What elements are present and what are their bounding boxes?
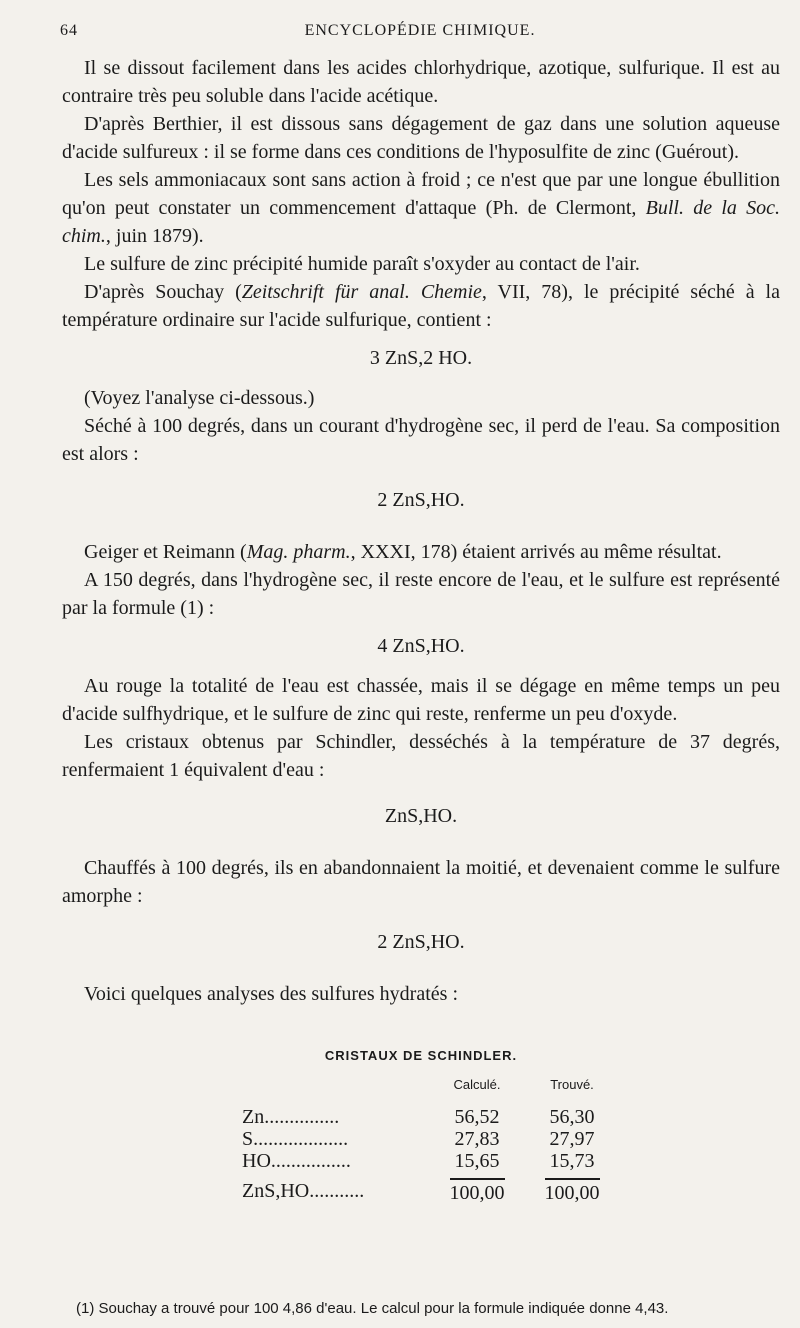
paragraph (62, 278, 780, 334)
value-trouve: 27,97 (549, 1128, 595, 1150)
text-span: Les sels ammoniacaux sont sans action à froid ; ce n'est que par une longue ébullition qu'on peut constater un commencement d'attaque (Ph. de Clermont, (62, 169, 780, 219)
analysis-table-block (62, 1048, 780, 1204)
text-span: , VII, 78), le précipité séché à la température ordinaire sur l'acide sulfurique, contient : (62, 281, 780, 331)
table-total-row (242, 1172, 617, 1204)
text-span: , juin 1879). (105, 225, 204, 247)
row-label: Zn............... (242, 1106, 340, 1128)
paragraph: Chauffés à 100 degrés, ils en abandonnaient la moitié, et devenaient comme le sulfure amorphe : (62, 857, 780, 907)
journal-reference: Mag. pharm. (246, 541, 351, 563)
total-trouve: 100,00 (545, 1178, 600, 1204)
analysis-table (242, 1077, 617, 1204)
paragraph: Le sulfure de zinc précipité humide paraît s'oxyder au contact de l'air. (84, 253, 640, 275)
total-calcule-cell (427, 1172, 527, 1204)
row-label: HO................ (242, 1150, 351, 1172)
formula: 2 ZnS,HO. (377, 489, 465, 511)
value-trouve: 56,30 (549, 1106, 595, 1128)
paragraph: Séché à 100 degrés, dans un courant d'hydrogène sec, il perd de l'eau. Sa composition est alors : (62, 415, 780, 465)
table-header-row (242, 1077, 617, 1106)
column-header-calcule: Calculé. (453, 1077, 501, 1092)
formula: 3 ZnS,2 HO. (369, 347, 473, 369)
formula: ZnS,HO. (384, 805, 458, 827)
running-header (60, 22, 780, 48)
formula: 4 ZnS,HO. (377, 635, 465, 657)
total-label: ZnS,HO........... (242, 1180, 365, 1202)
paragraph: Il se dissout facilement dans les acides chlorhydrique, azotique, sulfurique. Il est au contraire très peu soluble dans l'acide acétique. (62, 57, 780, 107)
page-number: 64 (60, 22, 78, 39)
journal-reference: Bull. de la Soc. chim. (62, 197, 781, 247)
column-header-trouve: Trouvé. (550, 1077, 594, 1092)
value-calcule: 56,52 (454, 1106, 500, 1128)
table-row (242, 1128, 617, 1150)
running-title: ENCYCLOPÉDIE CHIMIQUE. (304, 22, 536, 39)
text-span: D'après Souchay ( (84, 281, 242, 303)
paragraph: D'après Berthier, il est dissous sans dégagement de gaz dans une solution aqueuse d'acide sulfureux : il se forme dans ces conditions de l'hyposulfite de zinc (Guérout). (62, 113, 780, 163)
text-span: , XXXI, 178) étaient arrivés au même résultat. (350, 541, 722, 563)
table-row (242, 1106, 617, 1128)
formula: 2 ZnS,HO. (377, 931, 465, 953)
paragraph: Voici quelques analyses des sulfures hydratés : (84, 983, 458, 1005)
journal-reference: Zeitschrift für anal. Chemie (241, 281, 482, 303)
value-calcule: 15,65 (454, 1150, 500, 1172)
paragraph: Les cristaux obtenus par Schindler, desséchés à la température de 37 degrés, renfermaient 1 équivalent d'eau : (62, 731, 780, 781)
footnote: (1) Souchay a trouvé pour 100 4,86 d'eau. Le calcul pour la formule indiquée donne 4,43. (76, 1300, 669, 1317)
paragraph (62, 166, 780, 250)
total-calcule: 100,00 (450, 1178, 505, 1204)
paragraph: Au rouge la totalité de l'eau est chassée, mais il se dégage en même temps un peu d'acide sulfhydrique, et le sulfure de zinc qui reste, renferme un peu d'oxyde. (62, 675, 780, 725)
value-calcule: 27,83 (454, 1128, 500, 1150)
table-title: CRISTAUX DE SCHINDLER. (324, 1048, 518, 1063)
body-text (62, 54, 780, 1008)
row-label: S................... (242, 1128, 349, 1150)
value-trouve: 15,73 (549, 1150, 595, 1172)
table-row (242, 1150, 617, 1172)
header-spacer (242, 1077, 427, 1106)
text-span: Geiger et Reimann ( (84, 541, 247, 563)
total-trouve-cell (527, 1172, 617, 1204)
paragraph (62, 538, 780, 566)
paragraph: (Voyez l'analyse ci-dessous.) (84, 387, 315, 409)
paragraph: A 150 degrés, dans l'hydrogène sec, il reste encore de l'eau, et le sulfure est représenté par la formule (1) : (62, 569, 780, 619)
